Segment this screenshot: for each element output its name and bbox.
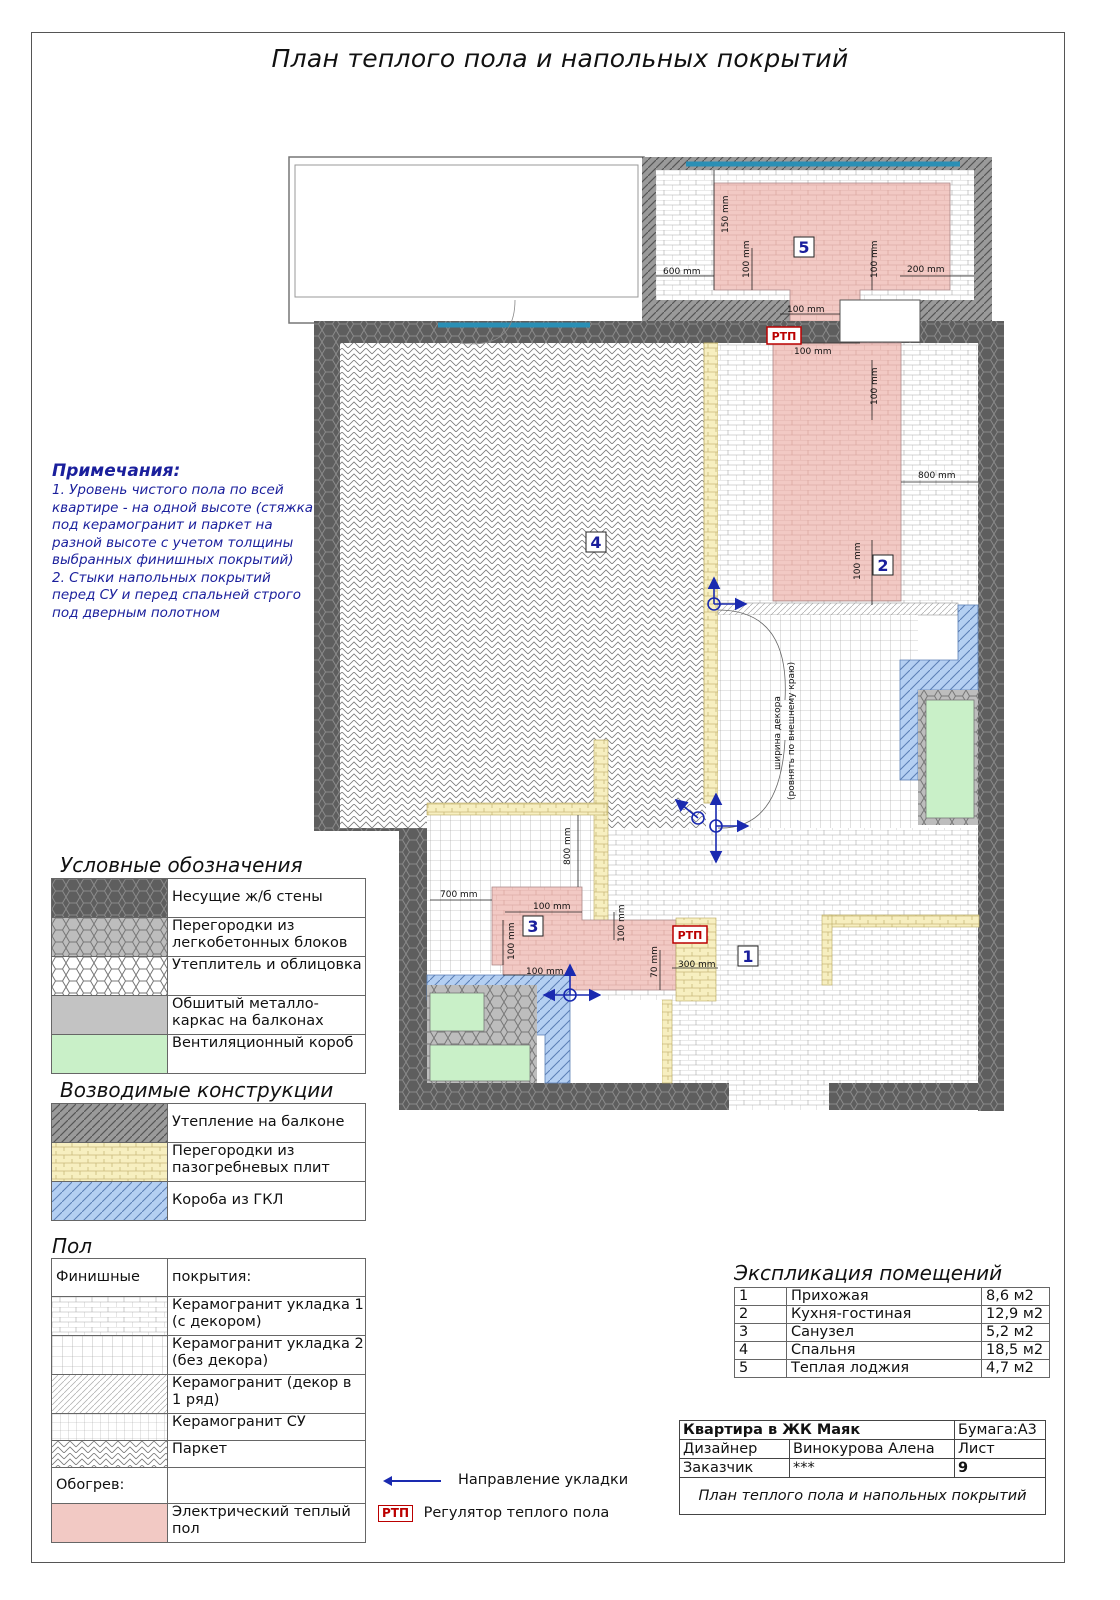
load-bearing-wall-bottom-left	[399, 1083, 729, 1110]
legend-label: Паркет	[168, 1441, 366, 1468]
room-n: 1	[735, 1288, 787, 1306]
dim-label: 70 mm	[650, 946, 660, 978]
client-label: Заказчик	[680, 1459, 790, 1478]
floor-header-2: покрытия:	[168, 1259, 366, 1297]
dim-label: 150 mm	[721, 195, 731, 233]
legend-new-table	[51, 1103, 366, 1221]
rtp-tag-loggia: РТП	[771, 330, 797, 343]
room-name: Теплая лоджия	[787, 1360, 982, 1378]
client-name: ***	[790, 1459, 955, 1478]
legend-label: Перегородки из пазогребневых плит	[168, 1143, 366, 1182]
dim-label: 800 mm	[918, 471, 956, 481]
legend-label: Керамогранит (декор в 1 ряд)	[168, 1375, 366, 1414]
room-number-5: 5	[798, 238, 810, 257]
designer-label: Дизайнер	[680, 1440, 790, 1459]
sheet-label: Лист	[955, 1440, 1046, 1459]
pgp-partition-bathroom	[594, 740, 608, 928]
room-area: 12,9 м2	[982, 1306, 1050, 1324]
legend-label: Короба из ГКЛ	[168, 1182, 366, 1221]
legend-new-title: Возводимые конструкции	[60, 1078, 334, 1102]
load-bearing-wall-bottom-right	[829, 1083, 1004, 1110]
dim-label: 100 mm	[787, 305, 825, 315]
notes-heading: Примечания:	[52, 461, 181, 481]
rtp-legend-label: Регулятор теплого пола	[423, 1505, 610, 1521]
arrow-icon	[383, 1474, 443, 1488]
dim-label: 100 mm	[870, 240, 880, 278]
rtp-legend	[378, 1505, 609, 1522]
vent-box-bathroom-2	[430, 1045, 530, 1081]
floor-header-1: Финишные	[52, 1259, 168, 1297]
rtp-tag-bathroom: РТП	[677, 929, 703, 942]
legend-floor-title: Пол	[52, 1234, 93, 1258]
room-number-2: 2	[877, 556, 889, 575]
dim-label: 600 mm	[663, 267, 701, 277]
legend-label: Керамогранит укладка 2 (без декора)	[168, 1336, 366, 1375]
note-item: 2. Стыки напольных покрытий перед СУ и перед спальней строго под дверным полотном	[52, 569, 302, 621]
dim-label: 200 mm	[907, 265, 945, 275]
vent-box-kitchen	[926, 700, 974, 818]
pgp-partition-bedroom	[704, 343, 718, 803]
table-row	[735, 1342, 1050, 1360]
dim-label: 300 mm	[678, 960, 716, 970]
room-area: 8,6 м2	[982, 1288, 1050, 1306]
room-area: 18,5 м2	[982, 1342, 1050, 1360]
designer-name: Винокурова Алена	[790, 1440, 955, 1459]
dim-label: 100 mm	[533, 902, 571, 912]
dim-label: 100 mm	[742, 240, 752, 278]
explication-table	[734, 1287, 1050, 1378]
legend-label: Вентиляционный короб	[168, 1035, 366, 1074]
paper-size: Бумага:А3	[955, 1421, 1046, 1440]
bedroom-parquet	[340, 343, 706, 828]
decor-note: (ровнять по внешнему краю)	[787, 661, 797, 800]
legend-existing-title: Условные обозначения	[60, 853, 303, 877]
dim-label: 800 mm	[563, 827, 573, 865]
sheet-number: 9	[955, 1459, 1046, 1478]
room-n: 3	[735, 1324, 787, 1342]
room-area: 5,2 м2	[982, 1324, 1050, 1342]
notes-block	[52, 460, 314, 622]
load-bearing-wall-right	[978, 321, 1004, 1111]
note-item: 1. Уровень чистого пола по всей квартире - на одной высоте (стяжка под керамогранит и паркет на разной высоте с учетом толщины выбранных финишных покрытий)	[52, 482, 314, 568]
rtp-tag: РТП	[378, 1505, 413, 1522]
table-row	[735, 1306, 1050, 1324]
room-number-1: 1	[742, 947, 754, 966]
room-number-4: 4	[590, 533, 602, 552]
room-name: Санузел	[787, 1324, 982, 1342]
room-name: Спальня	[787, 1342, 982, 1360]
dim-label: 100 mm	[526, 967, 564, 977]
room-area: 4,7 м2	[982, 1360, 1050, 1378]
table-row	[735, 1360, 1050, 1378]
legend-label: Перегородки из легкобетонных блоков	[168, 918, 366, 957]
dim-label: 100 mm	[853, 542, 863, 580]
title-block	[679, 1420, 1046, 1515]
dim-label: 100 mm	[794, 347, 832, 357]
sheet-title: План теплого пола и напольных покрытий	[680, 1478, 1046, 1515]
decor-note: ширина декора	[773, 696, 783, 770]
vent-box-bathroom-1	[430, 993, 484, 1031]
dim-label: 700 mm	[440, 890, 478, 900]
dim-label: 100 mm	[507, 922, 517, 960]
room-n: 2	[735, 1306, 787, 1324]
table-row	[735, 1324, 1050, 1342]
arrow-legend-label: Направление укладки	[458, 1472, 629, 1488]
project-name: Квартира в ЖК Маяк	[680, 1421, 955, 1440]
legend-label: Несущие ж/б стены	[168, 879, 366, 918]
legend-label: Обшитый металло-каркас на балконах	[168, 996, 366, 1035]
table-row	[735, 1288, 1050, 1306]
kitchen-tile-grid	[718, 615, 918, 828]
dim-label: 100 mm	[617, 904, 627, 942]
room-name: Прихожая	[787, 1288, 982, 1306]
room-n: 5	[735, 1360, 787, 1378]
page-title: План теплого пола и напольных покрытий	[271, 44, 849, 73]
load-bearing-wall-left-lower	[399, 800, 427, 1110]
legend-label: Электрический теплый пол	[168, 1504, 366, 1543]
heating-header: Обогрев:	[52, 1468, 168, 1504]
legend-label: Керамогранит укладка 1 (с декором)	[168, 1297, 366, 1336]
explication-title: Экспликация помещений	[734, 1261, 1003, 1285]
open-balcony	[289, 157, 644, 323]
legend-label: Керамогранит СУ	[168, 1414, 366, 1441]
room-number-3: 3	[527, 917, 539, 936]
legend-existing-table	[51, 878, 366, 1074]
load-bearing-wall-left	[314, 321, 340, 831]
legend-label: Утепление на балконе	[168, 1104, 366, 1143]
legend-label: Утеплитель и облицовка	[168, 957, 366, 996]
room-n: 4	[735, 1342, 787, 1360]
room-name: Кухня-гостиная	[787, 1306, 982, 1324]
legend-floor-table	[51, 1258, 366, 1543]
dim-label: 100 mm	[870, 367, 880, 405]
